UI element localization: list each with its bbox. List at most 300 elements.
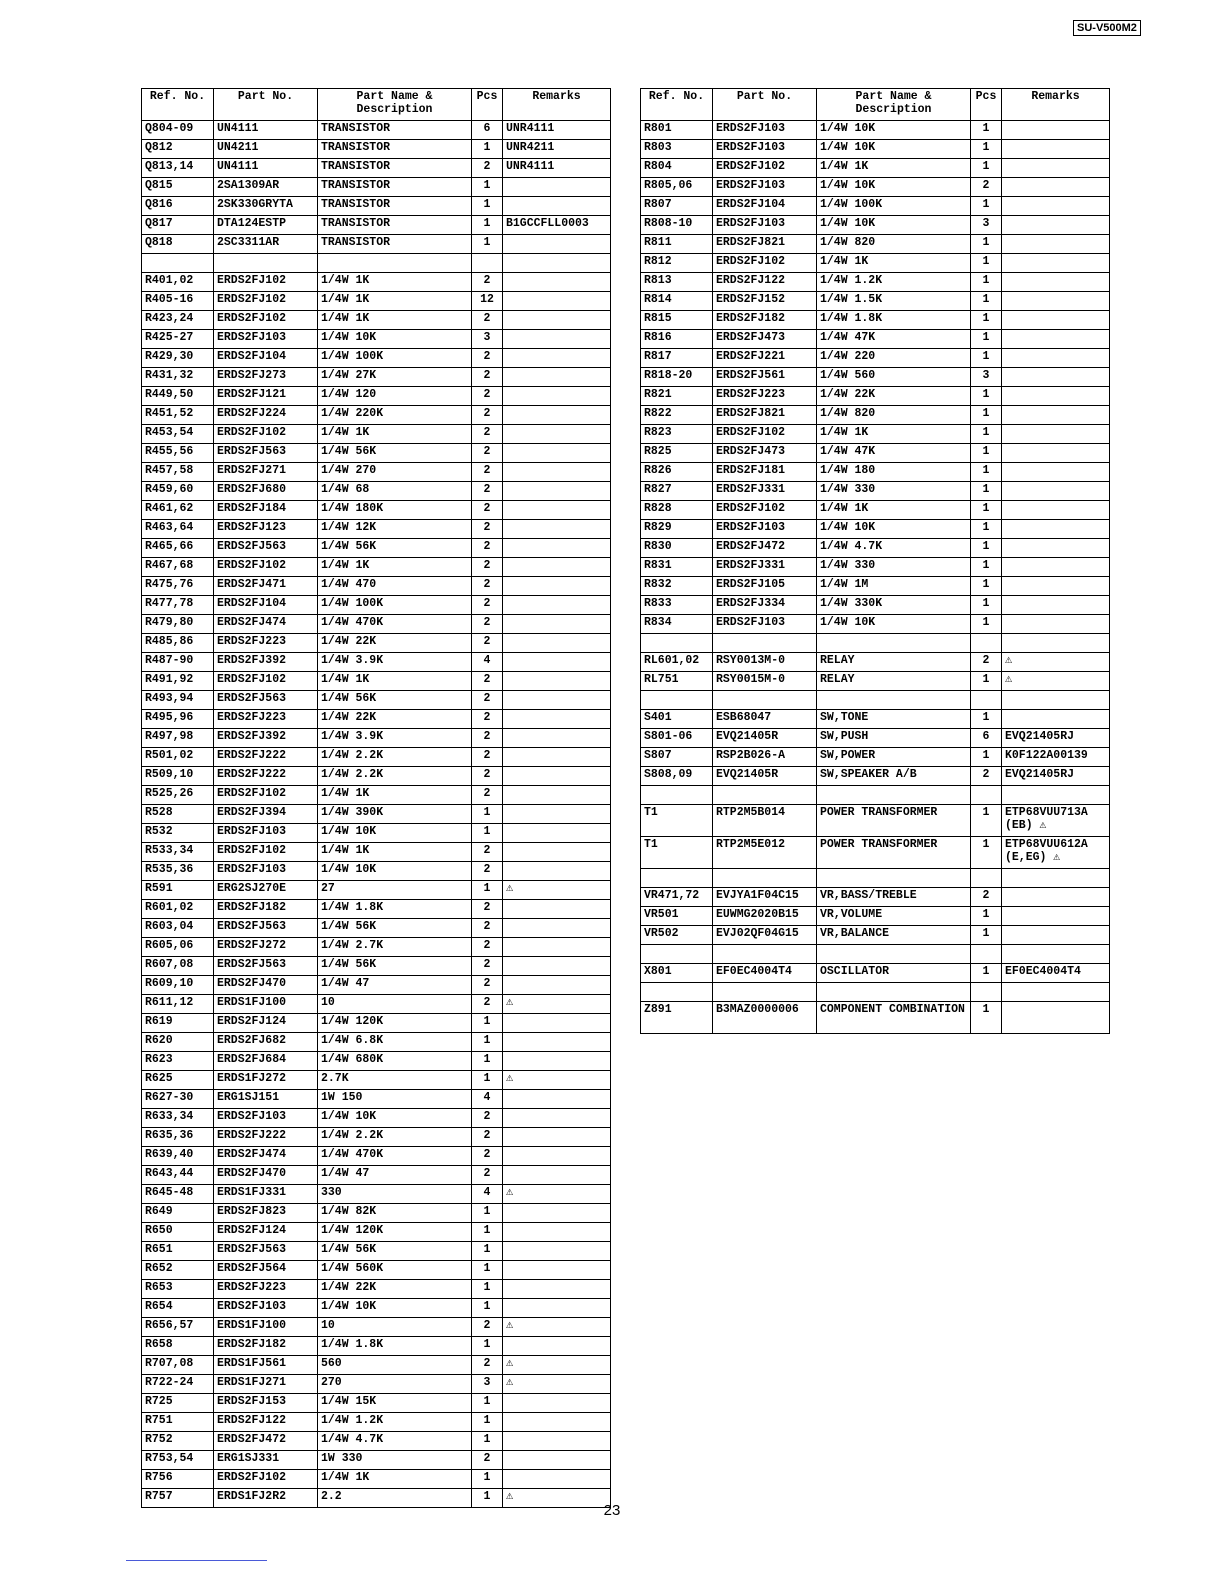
cell-part-name: TRANSISTOR — [318, 235, 472, 254]
cell-pcs — [971, 691, 1002, 710]
cell-remarks — [503, 1014, 611, 1033]
cell-part-name: 1/4W 680K — [318, 1052, 472, 1071]
cell-pcs: 4 — [472, 653, 503, 672]
cell-part-name: COMPONENT COMBINATION — [817, 1002, 971, 1034]
cell-remarks — [503, 1109, 611, 1128]
cell-ref-no: R822 — [641, 406, 713, 425]
table-row — [641, 349, 1110, 368]
cell-ref-no: R656,57 — [142, 1318, 214, 1337]
cell-remarks — [503, 482, 611, 501]
cell-remarks — [503, 501, 611, 520]
cell-remarks: UNR4111 — [503, 159, 611, 178]
cell-ref-no: R525,26 — [142, 786, 214, 805]
cell-ref-no: R528 — [142, 805, 214, 824]
cell-remarks — [503, 1451, 611, 1470]
table-row — [641, 463, 1110, 482]
cell-pcs: 1 — [971, 837, 1002, 869]
cell-part-name: 1/4W 56K — [318, 1242, 472, 1261]
table-row — [142, 1052, 611, 1071]
cell-part-name: 1/4W 470K — [318, 615, 472, 634]
cell-part-no: EVJ02QF04G15 — [713, 926, 817, 945]
cell-part-no: ERDS2FJ222 — [214, 767, 318, 786]
cell-part-name: 1/4W 180K — [318, 501, 472, 520]
cell-pcs: 1 — [971, 235, 1002, 254]
cell-ref-no: RL751 — [641, 672, 713, 691]
cell-pcs: 2 — [472, 710, 503, 729]
cell-pcs: 3 — [971, 216, 1002, 235]
cell-part-name: 1/4W 1.2K — [817, 273, 971, 292]
cell-pcs: 2 — [472, 501, 503, 520]
cell-part-no: ERDS2FJ103 — [713, 520, 817, 539]
cell-part-name: 1/4W 15K — [318, 1394, 472, 1413]
cell-pcs: 2 — [472, 159, 503, 178]
cell-ref-no: R818-20 — [641, 368, 713, 387]
cell-remarks — [503, 824, 611, 843]
cell-part-no: 2SK330GRYTA — [214, 197, 318, 216]
table-row — [641, 729, 1110, 748]
table-row — [142, 805, 611, 824]
cell-ref-no: R752 — [142, 1432, 214, 1451]
cell-remarks — [1002, 596, 1110, 615]
cell-pcs: 2 — [472, 349, 503, 368]
cell-part-no: ERDS2FJ821 — [713, 406, 817, 425]
cell-part-no: 2SC3311AR — [214, 235, 318, 254]
table-row — [142, 520, 611, 539]
cell-part-name: 1/4W 120K — [318, 1014, 472, 1033]
cell-pcs: 2 — [472, 539, 503, 558]
cell-part-name: POWER TRANSFORMER — [817, 805, 971, 837]
cell-part-no: RSP2B026-A — [713, 748, 817, 767]
parts-table-left — [141, 88, 611, 1508]
cell-part-no: ERDS2FJ563 — [214, 957, 318, 976]
cell-remarks — [503, 349, 611, 368]
cell-part-name: 1/4W 330 — [817, 558, 971, 577]
table-row — [142, 1147, 611, 1166]
cell-part-no: ERDS2FJ271 — [214, 463, 318, 482]
cell-pcs: 1 — [971, 349, 1002, 368]
cell-ref-no: R649 — [142, 1204, 214, 1223]
cell-part-no: DTA124ESTP — [214, 216, 318, 235]
cell-part-name: 1/4W 12K — [318, 520, 472, 539]
table-row — [641, 406, 1110, 425]
cell-part-name: 1/4W 1K — [318, 425, 472, 444]
cell-part-name: 1/4W 10K — [318, 824, 472, 843]
cell-part-no: UN4111 — [214, 159, 318, 178]
cell-part-no: ERDS2FJ124 — [214, 1014, 318, 1033]
cell-pcs: 2 — [472, 938, 503, 957]
cell-pcs: 1 — [472, 1470, 503, 1489]
page-number: 23 — [603, 1502, 621, 1519]
cell-ref-no: R625 — [142, 1071, 214, 1090]
header-part-name: Part Name & Description — [318, 89, 472, 121]
table-row — [142, 1413, 611, 1432]
table-row — [142, 387, 611, 406]
cell-part-no: ERDS2FJ103 — [214, 862, 318, 881]
cell-ref-no: R725 — [142, 1394, 214, 1413]
cell-pcs: 2 — [472, 558, 503, 577]
cell-part-name — [817, 634, 971, 653]
cell-part-name: 1W 330 — [318, 1451, 472, 1470]
cell-ref-no: R605,06 — [142, 938, 214, 957]
cell-pcs — [971, 983, 1002, 1002]
table-row — [142, 273, 611, 292]
cell-pcs: 2 — [472, 1451, 503, 1470]
cell-pcs: 1 — [472, 1394, 503, 1413]
table-row — [641, 311, 1110, 330]
cell-remarks — [503, 292, 611, 311]
cell-part-name: 1/4W 10K — [318, 862, 472, 881]
cell-part-no: ERDS2FJ124 — [214, 1223, 318, 1242]
cell-part-no: ERDS2FJ153 — [214, 1394, 318, 1413]
cell-part-no: EVJYA1F04C15 — [713, 888, 817, 907]
cell-part-no: ERDS2FJ103 — [214, 330, 318, 349]
cell-part-name: SW,POWER — [817, 748, 971, 767]
cell-ref-no: R817 — [641, 349, 713, 368]
table-row — [142, 463, 611, 482]
cell-ref-no: R707,08 — [142, 1356, 214, 1375]
cell-part-name: 1/4W 180 — [817, 463, 971, 482]
cell-part-name: 1/4W 10K — [817, 140, 971, 159]
cell-part-name: 1/4W 1.8K — [318, 1337, 472, 1356]
table-row — [142, 1375, 611, 1394]
cell-ref-no: R485,86 — [142, 634, 214, 653]
cell-pcs: 1 — [472, 881, 503, 900]
cell-ref-no: T1 — [641, 837, 713, 869]
cell-pcs: 1 — [472, 1432, 503, 1451]
cell-pcs: 2 — [472, 919, 503, 938]
cell-ref-no: R833 — [641, 596, 713, 615]
cell-part-no: ERDS2FJ470 — [214, 1166, 318, 1185]
table-row — [641, 368, 1110, 387]
cell-part-name: 1/4W 270 — [318, 463, 472, 482]
table-row — [641, 1002, 1110, 1034]
warning-icon: ⚠ — [503, 1489, 611, 1508]
cell-part-name: TRANSISTOR — [318, 216, 472, 235]
cell-ref-no: R461,62 — [142, 501, 214, 520]
table-row — [142, 710, 611, 729]
cell-part-no: ERDS2FJ823 — [214, 1204, 318, 1223]
cell-pcs: 1 — [472, 178, 503, 197]
table-row — [641, 672, 1110, 691]
cell-ref-no: R453,54 — [142, 425, 214, 444]
table-row — [641, 805, 1110, 837]
cell-part-no — [713, 691, 817, 710]
cell-remarks: UNR4111 — [503, 121, 611, 140]
table-row — [641, 945, 1110, 964]
cell-ref-no: R804 — [641, 159, 713, 178]
table-row — [142, 881, 611, 900]
cell-ref-no: R609,10 — [142, 976, 214, 995]
cell-remarks — [503, 976, 611, 995]
cell-part-no: ERDS2FJ474 — [214, 1147, 318, 1166]
cell-part-name: 1/4W 1K — [817, 254, 971, 273]
cell-ref-no: R832 — [641, 577, 713, 596]
cell-part-no: ERDS1FJ271 — [214, 1375, 318, 1394]
table-row — [142, 900, 611, 919]
cell-remarks — [1002, 463, 1110, 482]
cell-remarks — [503, 805, 611, 824]
cell-part-no: RSY0015M-0 — [713, 672, 817, 691]
cell-part-name: 1/4W 82K — [318, 1204, 472, 1223]
cell-ref-no: Q813,14 — [142, 159, 214, 178]
cell-ref-no: R803 — [641, 140, 713, 159]
table-row — [142, 1261, 611, 1280]
cell-pcs: 2 — [472, 1147, 503, 1166]
cell-part-no: ERDS2FJ473 — [713, 330, 817, 349]
table-row — [142, 349, 611, 368]
cell-remarks — [503, 387, 611, 406]
warning-icon: ⚠ — [503, 995, 611, 1014]
cell-pcs: 2 — [472, 577, 503, 596]
cell-pcs: 1 — [971, 596, 1002, 615]
header-pcs: Pcs — [971, 89, 1002, 121]
cell-part-no: ERDS2FJ102 — [214, 292, 318, 311]
cell-part-name: 1/4W 2.2K — [318, 1128, 472, 1147]
table-row — [142, 444, 611, 463]
cell-ref-no — [142, 254, 214, 273]
cell-part-no: RSY0013M-0 — [713, 653, 817, 672]
cell-part-name: 1/4W 56K — [318, 444, 472, 463]
cell-part-no — [713, 786, 817, 805]
cell-remarks — [503, 729, 611, 748]
cell-remarks — [1002, 888, 1110, 907]
warning-icon: ⚠ — [1002, 672, 1110, 691]
table-row — [142, 957, 611, 976]
cell-pcs: 1 — [472, 805, 503, 824]
cell-part-no: ERDS2FJ103 — [214, 824, 318, 843]
cell-part-name: 1/4W 1.5K — [817, 292, 971, 311]
cell-part-name: 1/4W 120K — [318, 1223, 472, 1242]
cell-part-no: 2SA1309AR — [214, 178, 318, 197]
cell-remarks — [503, 1280, 611, 1299]
cell-remarks: EVQ21405RJ — [1002, 729, 1110, 748]
cell-part-name: TRANSISTOR — [318, 159, 472, 178]
cell-part-name: 1/4W 10K — [318, 1299, 472, 1318]
cell-remarks — [1002, 121, 1110, 140]
cell-part-no: ERDS2FJ122 — [713, 273, 817, 292]
cell-remarks — [503, 1470, 611, 1489]
cell-ref-no: R465,66 — [142, 539, 214, 558]
model-number-badge: SU-V500M2 — [1073, 20, 1141, 36]
cell-ref-no: R509,10 — [142, 767, 214, 786]
cell-ref-no: Q812 — [142, 140, 214, 159]
cell-remarks: K0F122A00139 — [1002, 748, 1110, 767]
table-row — [641, 254, 1110, 273]
cell-part-name: SW,PUSH — [817, 729, 971, 748]
cell-part-name: VR,VOLUME — [817, 907, 971, 926]
cell-part-no: ERDS1FJ2R2 — [214, 1489, 318, 1508]
cell-ref-no: R751 — [142, 1413, 214, 1432]
cell-part-name: 1/4W 10K — [817, 121, 971, 140]
table-row — [142, 425, 611, 444]
table-row — [142, 1337, 611, 1356]
cell-ref-no: R607,08 — [142, 957, 214, 976]
cell-pcs — [971, 634, 1002, 653]
cell-part-name: 1/4W 47 — [318, 976, 472, 995]
cell-ref-no: R495,96 — [142, 710, 214, 729]
cell-part-name: 1/4W 6.8K — [318, 1033, 472, 1052]
cell-ref-no: R643,44 — [142, 1166, 214, 1185]
cell-pcs: 1 — [472, 1014, 503, 1033]
cell-pcs: 1 — [472, 1242, 503, 1261]
cell-part-name: 1/4W 470K — [318, 1147, 472, 1166]
cell-part-name: 1/4W 1K — [318, 273, 472, 292]
cell-remarks — [1002, 159, 1110, 178]
cell-pcs: 2 — [472, 843, 503, 862]
cell-remarks — [1002, 926, 1110, 945]
cell-pcs: 1 — [971, 907, 1002, 926]
cell-part-name: 1/4W 220K — [318, 406, 472, 425]
cell-pcs: 1 — [472, 140, 503, 159]
table-row — [641, 869, 1110, 888]
table-row — [641, 615, 1110, 634]
cell-remarks — [1002, 387, 1110, 406]
cell-part-no: ERDS2FJ394 — [214, 805, 318, 824]
cell-pcs: 1 — [971, 425, 1002, 444]
cell-part-name: 1/4W 1M — [817, 577, 971, 596]
cell-ref-no: S808,09 — [641, 767, 713, 786]
cell-ref-no: R619 — [142, 1014, 214, 1033]
cell-part-no: EF0EC4004T4 — [713, 964, 817, 983]
table-row — [142, 938, 611, 957]
cell-remarks: EVQ21405RJ — [1002, 767, 1110, 786]
cell-part-name: 1/4W 2.7K — [318, 938, 472, 957]
cell-ref-no: R811 — [641, 235, 713, 254]
cell-part-no: ERDS2FJ102 — [214, 843, 318, 862]
table-row — [641, 159, 1110, 178]
cell-ref-no: R477,78 — [142, 596, 214, 615]
cell-remarks — [1002, 425, 1110, 444]
cell-part-name: 1/4W 47K — [817, 330, 971, 349]
table-row — [641, 767, 1110, 786]
cell-ref-no — [641, 869, 713, 888]
cell-part-name: RELAY — [817, 672, 971, 691]
cell-part-name: 1/4W 47K — [817, 444, 971, 463]
cell-remarks — [1002, 558, 1110, 577]
table-row — [641, 539, 1110, 558]
cell-pcs: 2 — [472, 976, 503, 995]
cell-pcs: 2 — [472, 482, 503, 501]
cell-ref-no: R816 — [641, 330, 713, 349]
table-row — [142, 235, 611, 254]
cell-pcs: 2 — [472, 444, 503, 463]
cell-ref-no: R491,92 — [142, 672, 214, 691]
cell-ref-no: R828 — [641, 501, 713, 520]
cell-pcs: 1 — [971, 444, 1002, 463]
cell-part-name: 10 — [318, 995, 472, 1014]
cell-part-name: 1/4W 1K — [318, 292, 472, 311]
cell-remarks — [503, 577, 611, 596]
cell-pcs: 2 — [472, 1356, 503, 1375]
cell-part-name: 1/4W 330K — [817, 596, 971, 615]
cell-part-no: ERDS2FJ102 — [214, 558, 318, 577]
cell-part-name: 1/4W 1.8K — [817, 311, 971, 330]
header-part-no: Part No. — [713, 89, 817, 121]
cell-remarks — [1002, 907, 1110, 926]
table-row — [142, 786, 611, 805]
cell-part-name: 1/4W 22K — [318, 1280, 472, 1299]
cell-remarks: EF0EC4004T4 — [1002, 964, 1110, 983]
cell-part-name: 10 — [318, 1318, 472, 1337]
cell-ref-no: Q816 — [142, 197, 214, 216]
cell-part-no: ERDS1FJ100 — [214, 1318, 318, 1337]
cell-pcs: 2 — [472, 1318, 503, 1337]
cell-remarks — [503, 1147, 611, 1166]
cell-part-name: 1/4W 22K — [318, 710, 472, 729]
cell-part-name: 1/4W 10K — [318, 330, 472, 349]
cell-part-name: 2.7K — [318, 1071, 472, 1090]
cell-part-no: ERDS2FJ102 — [713, 425, 817, 444]
cell-remarks — [1002, 1002, 1110, 1034]
cell-pcs: 2 — [472, 463, 503, 482]
cell-pcs: 3 — [472, 1375, 503, 1394]
cell-part-no: ERDS2FJ102 — [214, 786, 318, 805]
cell-ref-no: R756 — [142, 1470, 214, 1489]
table-row — [641, 235, 1110, 254]
cell-remarks — [503, 311, 611, 330]
table-row — [641, 273, 1110, 292]
cell-remarks — [1002, 444, 1110, 463]
table-row — [142, 1204, 611, 1223]
cell-pcs: 2 — [472, 862, 503, 881]
cell-ref-no: R423,24 — [142, 311, 214, 330]
cell-remarks — [1002, 983, 1110, 1002]
table-row — [641, 197, 1110, 216]
cell-ref-no: R654 — [142, 1299, 214, 1318]
cell-part-no: ERDS2FJ472 — [713, 539, 817, 558]
cell-remarks — [503, 615, 611, 634]
table-row — [641, 653, 1110, 672]
table-row — [142, 311, 611, 330]
cell-remarks — [503, 1223, 611, 1242]
table-row — [142, 140, 611, 159]
cell-part-no: ERDS2FJ273 — [214, 368, 318, 387]
cell-part-name: 1/4W 390K — [318, 805, 472, 824]
table-row — [142, 1280, 611, 1299]
cell-part-name: 1/4W 4.7K — [817, 539, 971, 558]
cell-pcs: 2 — [472, 995, 503, 1014]
cell-pcs: 1 — [971, 254, 1002, 273]
cell-remarks — [503, 1337, 611, 1356]
cell-part-no: ERDS2FJ563 — [214, 919, 318, 938]
table-row — [641, 387, 1110, 406]
cell-part-no: ERDS2FJ221 — [713, 349, 817, 368]
cell-remarks — [503, 1432, 611, 1451]
cell-pcs: 1 — [472, 1413, 503, 1432]
cell-part-no: ERDS2FJ102 — [713, 254, 817, 273]
table-row — [641, 501, 1110, 520]
cell-part-name: 560 — [318, 1356, 472, 1375]
cell-pcs: 1 — [971, 482, 1002, 501]
table-row — [142, 159, 611, 178]
cell-part-name — [318, 254, 472, 273]
cell-pcs: 2 — [472, 311, 503, 330]
header-part-name: Part Name & Description — [817, 89, 971, 121]
cell-ref-no — [641, 634, 713, 653]
cell-part-no: ERDS2FJ182 — [214, 900, 318, 919]
cell-ref-no: R658 — [142, 1337, 214, 1356]
cell-ref-no: R834 — [641, 615, 713, 634]
cell-pcs: 1 — [971, 558, 1002, 577]
cell-part-no: UN4111 — [214, 121, 318, 140]
cell-pcs: 2 — [472, 368, 503, 387]
cell-part-name: TRANSISTOR — [318, 140, 472, 159]
cell-part-name: 1/4W 3.9K — [318, 653, 472, 672]
cell-remarks — [503, 558, 611, 577]
cell-remarks — [1002, 140, 1110, 159]
cell-part-no: ERDS2FJ184 — [214, 501, 318, 520]
table-row — [142, 1432, 611, 1451]
